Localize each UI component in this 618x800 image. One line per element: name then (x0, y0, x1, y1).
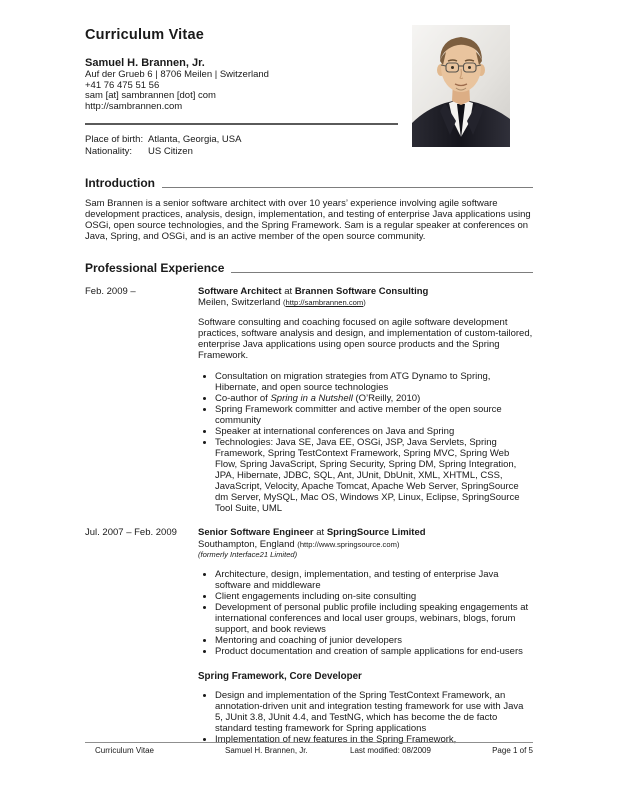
footer-doc-title: Curriculum Vitae (95, 746, 154, 755)
page-title: Curriculum Vitae (85, 27, 204, 43)
job-title: Software Architect at Brannen Software Consulting (198, 285, 429, 297)
job-url: (http://sambrannen.com) (283, 298, 366, 308)
footer-modified: Last modified: 08/2009 (350, 746, 431, 755)
section-heading-introduction (85, 176, 533, 190)
page-footer (85, 742, 533, 755)
bullet-list (198, 690, 533, 745)
birth-row (85, 134, 533, 145)
phone-line: +41 76 475 51 56 (85, 79, 160, 91)
birth-label: Place of birth: (85, 134, 144, 146)
bullet-item: • Product documentation and creation of sample applications for end-users (215, 646, 533, 657)
job-location-line (198, 539, 533, 550)
job-title: Senior Software Engineer at SpringSource Limited (198, 527, 426, 539)
bullet-item: • Design and implementation of the Spring TestContext Framework, an annotation-driven unit and integration testing framework for use with Java 5, JUnit 3.8, JUnit 4.4, and TestNG, which has become the de facto standard testing framework for Spring applications (215, 690, 533, 734)
nationality-label: Nationality: (85, 145, 132, 157)
book-title: Spring in a Nutshell (270, 393, 353, 405)
job-role: Software Architect (198, 285, 282, 297)
footer-page-number: Page 1 of 5 (492, 746, 533, 755)
job-content (198, 286, 533, 515)
bullet-item: • Consultation on migration strategies from ATG Dynamo to Spring, Hibernate, and open source technologies (215, 371, 533, 393)
job-url: (http://www.springsource.com) (297, 539, 400, 549)
bullet-item: • Mentoring and coaching of junior developers (215, 635, 533, 646)
job-entry (85, 527, 533, 745)
job-company: Brannen Software Consulting (294, 285, 429, 297)
email-line: sam [at] sambrannen [dot] com (85, 90, 216, 102)
heading-rule (231, 272, 533, 273)
job-location: Southampton, England (198, 538, 295, 550)
introduction-paragraph: Sam Brannen is a senior software architect with over 10 years’ experience involving agile software development practices, analysis, design, implementation, and testing of enterprise Java applications using OSGi, open source technologies, and the Spring Framework. Sam is a regular speaker at conferences on Java, Spring, and OSGi, and is an active member of the open source community. (85, 197, 531, 242)
heading-rule (162, 187, 533, 188)
bullet-item: • Speaker at international conferences on Java and Spring (215, 426, 533, 437)
company-link[interactable]: http://sambrannen.com (285, 298, 364, 308)
job-formerly-note: (formerly Interface21 Limited) (198, 549, 298, 559)
bullet-item: • Co-author of Spring in a Nutshell (O’Reilly, 2010) (215, 393, 533, 404)
job-company: SpringSource Limited (326, 527, 426, 539)
bullet-item: • Client engagements including on-site consulting (215, 591, 533, 602)
job-content (198, 527, 533, 745)
personal-info (85, 134, 533, 156)
subsection-heading: Spring Framework, Core Developer (198, 670, 362, 682)
footer-name: Samuel H. Brannen, Jr. (225, 746, 308, 755)
job-entry (85, 286, 533, 515)
job-description: Software consulting and coaching focused on agile software development practices, software analysis and design, and implementation of custom-tailored, enterprise Java applications using open source products and the Spring Framework. (198, 317, 533, 362)
bullet-list (198, 569, 533, 657)
bullet-item: • Implementation of new features in the Spring Framework, (215, 734, 533, 745)
company-link: http://www.springsource.com (299, 539, 397, 549)
job-dates: Jul. 2007 – Feb. 2009 (85, 527, 177, 539)
job-location: Meilen, Switzerland (198, 297, 281, 309)
introduction-heading-label: Introduction (85, 175, 155, 190)
bullet-item: • Architecture, design, implementation, and testing of enterprise Java software and middleware (215, 569, 533, 591)
person-name: Samuel H. Brannen, Jr. (85, 57, 205, 69)
bullet-item: • Technologies: Java SE, Java EE, OSGi, JSP, Java Servlets, Spring Framework, Spring TestContext Framework, Spring MVC, Spring Web Flow, Spring JavaScript, Spring Security, Spring DM, Spring Integration, JPA, Hibernate, JDBC, SQL, Ant, JUnit, DbUnit, XML, XHTML, CSS, JavaScript, Velocity, Apache Tomcat, Apache Web Server, SpringSource dm Server, MySQL, Mac OS, Windows XP, Linux, Eclipse, SpringSource Tool Suite, UML (215, 437, 533, 514)
experience-heading-label: Professional Experience (85, 260, 225, 275)
job-role: Senior Software Engineer (198, 527, 314, 539)
job-dates: Feb. 2009 – (85, 285, 136, 297)
bullet-list (198, 371, 533, 514)
header-divider (85, 123, 398, 125)
bullet-item: • Spring Framework committer and active member of the open source community (215, 404, 533, 426)
nationality-value: US Citizen (148, 145, 193, 157)
bullet-item: • Development of personal public profile including speaking engagements at international conferences and local user groups, webinars, blogs, forum support, and book reviews (215, 602, 533, 635)
job-location-line (198, 297, 533, 308)
website-line: http://sambrannen.com (85, 100, 183, 112)
nationality-row (85, 146, 533, 157)
birth-value: Atlanta, Georgia, USA (148, 134, 242, 146)
address-line: Auf der Grueb 6 | 8706 Meilen | Switzerland (85, 69, 269, 80)
section-heading-experience (85, 261, 533, 275)
